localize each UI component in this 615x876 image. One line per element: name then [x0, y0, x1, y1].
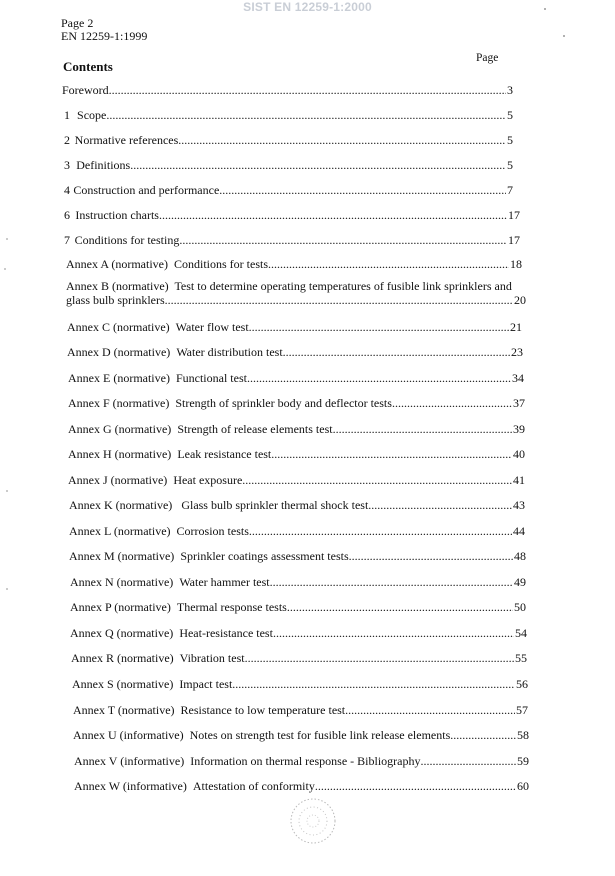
toc-annex-label: Annex G (normative) — [68, 422, 172, 436]
toc-entry-page: 5 — [507, 108, 513, 122]
scan-speck — [4, 268, 6, 270]
toc-leader-dots — [165, 293, 513, 307]
toc-entry-annex — [69, 498, 525, 512]
header-page-number: Page 2 — [61, 16, 94, 30]
faint-stamp-mark — [287, 795, 339, 847]
toc-entry-title: Thermal response tests — [176, 600, 287, 614]
toc-entry-annex — [67, 345, 523, 359]
toc-leader-dots — [249, 320, 509, 334]
toc-leader-dots — [315, 779, 516, 793]
toc-entry-title: Test to determine operating temperatures of fusible link sprinklers and — [174, 279, 512, 293]
toc-entry-page: 18 — [510, 257, 522, 271]
toc-clause-number: 2 — [64, 133, 70, 147]
toc-entry-title: Water flow test — [175, 320, 249, 334]
toc-leader-dots — [368, 498, 512, 512]
toc-entry-clause — [64, 208, 520, 222]
scan-speck — [6, 238, 8, 240]
toc-entry-title: Leak resistance test — [177, 447, 272, 461]
toc-annex-label: Annex N (normative) — [70, 575, 174, 589]
toc-entry-page: 5 — [507, 158, 513, 172]
toc-entry-clause — [64, 183, 513, 197]
toc-entry-page: 49 — [514, 575, 526, 589]
toc-clause-number: 1 — [64, 108, 70, 122]
toc-entry-annex — [69, 524, 525, 538]
toc-entry-title: Water hammer test — [179, 575, 270, 589]
toc-leader-dots — [247, 371, 511, 385]
toc-entry-title-continued: glass bulb sprinklers — [66, 293, 165, 307]
toc-leader-dots — [249, 524, 512, 538]
toc-leader-dots — [271, 447, 512, 461]
toc-entry-annex — [66, 279, 526, 307]
toc-annex-label: Annex C (normative) — [67, 320, 170, 334]
toc-entry-page: 3 — [507, 83, 513, 97]
toc-entry-annex — [72, 677, 528, 691]
contents-title: Contents — [63, 59, 113, 74]
toc-entry-page: 44 — [513, 524, 525, 538]
watermark: SIST EN 12259-1:2000 — [243, 0, 372, 14]
toc-leader-dots — [179, 233, 507, 247]
toc-leader-dots — [178, 133, 506, 147]
toc-entry-page: 20 — [514, 293, 526, 307]
toc-annex-label: Annex V (informative) — [74, 754, 185, 768]
toc-entry-annex — [68, 371, 524, 385]
toc-entry-annex — [68, 396, 525, 410]
toc-entry-annex — [69, 549, 526, 563]
toc-entry-page: 40 — [513, 447, 525, 461]
toc-entry-title: Conditions for testing — [74, 233, 180, 247]
toc-leader-dots — [242, 473, 512, 487]
toc-leader-dots — [232, 677, 515, 691]
toc-leader-dots — [109, 83, 506, 97]
toc-entry-page: 5 — [507, 133, 513, 147]
toc-annex-label: Annex R (normative) — [71, 651, 174, 665]
toc-entry-title: Water distribution test — [176, 345, 283, 359]
toc-entry-title: Notes on strength test for fusible link release elements — [189, 728, 451, 742]
toc-annex-label: Annex Q (normative) — [70, 626, 174, 640]
toc-entry-clause — [64, 158, 513, 172]
toc-entry-page: 17 — [508, 208, 520, 222]
toc-entry-title: Corrosion tests — [176, 524, 249, 538]
toc-leader-dots — [130, 158, 506, 172]
toc-annex-label: Annex W (informative) — [74, 779, 187, 793]
toc-entry-title: Normative references — [74, 133, 179, 147]
toc-entry-title: Definitions — [76, 158, 131, 172]
toc-annex-label: Annex A (normative) — [66, 257, 168, 271]
toc-annex-label: Annex T (normative) — [73, 703, 175, 717]
toc-leader-dots — [392, 396, 512, 410]
toc-entry-page: 48 — [514, 549, 526, 563]
toc-entry-title: Heat-resistance test — [179, 626, 273, 640]
toc-entry-page: 57 — [516, 703, 528, 717]
toc-entry-annex — [74, 779, 529, 793]
toc-entry-title: Strength of release elements test — [177, 422, 333, 436]
toc-entry-annex — [73, 728, 529, 742]
toc-entry-annex — [68, 473, 525, 487]
header-standard-number: EN 12259-1:1999 — [61, 29, 148, 43]
toc-entry-annex — [67, 320, 522, 334]
toc-annex-label: Annex S (normative) — [72, 677, 174, 691]
toc-entry-title: Glass bulb sprinkler thermal shock test — [181, 498, 369, 512]
toc-entry-clause — [64, 133, 513, 147]
toc-entry-title: Foreword — [62, 83, 109, 97]
toc-annex-label: Annex L (normative) — [69, 524, 171, 538]
toc-leader-dots — [159, 208, 507, 222]
toc-annex-label: Annex E (normative) — [68, 371, 170, 385]
toc-entry-annex — [66, 257, 522, 271]
toc-clause-number: 3 — [64, 158, 70, 172]
toc-annex-label: Annex U (informative) — [73, 728, 184, 742]
scan-speck — [544, 8, 546, 10]
toc-entry-title: Construction and performance — [73, 183, 220, 197]
toc-entry-title: Information on thermal response - Bibliography — [190, 754, 421, 768]
toc-entry-title: Conditions for tests — [173, 257, 268, 271]
toc-entry-annex — [70, 600, 526, 614]
toc-entry-clause — [64, 233, 520, 247]
toc-entry-title: Strength of sprinkler body and deflector tests — [175, 396, 392, 410]
toc-entry-page: 59 — [517, 754, 529, 768]
toc-entry-page: 23 — [511, 345, 523, 359]
toc-annex-label: Annex P (normative) — [70, 600, 171, 614]
toc-leader-dots — [283, 345, 510, 359]
toc-entry-page: 56 — [516, 677, 528, 691]
toc-annex-label: Annex M (normative) — [69, 549, 175, 563]
toc-entry-title: Vibration test — [179, 651, 245, 665]
toc-entry-page: 7 — [507, 183, 513, 197]
toc-entry-title: Sprinkler coatings assessment tests — [180, 549, 349, 563]
toc-entry-annex — [68, 422, 525, 436]
toc-annex-label: Annex B (normative) — [66, 279, 169, 293]
page-column-label: Page — [476, 52, 499, 64]
toc-annex-label: Annex K (normative) — [69, 498, 173, 512]
toc-entry-page: 37 — [513, 396, 525, 410]
toc-entry-title: Instruction charts — [75, 208, 159, 222]
toc-entry-annex — [71, 651, 527, 665]
toc-entry-title: Functional test — [175, 371, 247, 385]
toc-entry-clause — [64, 108, 513, 122]
toc-leader-dots — [420, 754, 516, 768]
toc-entry-title: Resistance to low temperature test — [180, 703, 346, 717]
toc-entry-page: 50 — [514, 600, 526, 614]
toc-leader-dots — [345, 703, 515, 717]
toc-entry-annex — [68, 447, 525, 461]
toc-entry-foreword — [62, 83, 513, 97]
toc-leader-dots — [270, 575, 513, 589]
toc-leader-dots — [349, 549, 513, 563]
toc-entry-page: 60 — [517, 779, 529, 793]
toc-entry-annex — [74, 754, 529, 768]
toc-annex-label: Annex F (normative) — [68, 396, 170, 410]
toc-entry-page: 41 — [513, 473, 525, 487]
toc-entry-page: 21 — [510, 320, 522, 334]
toc-entry-page: 58 — [517, 728, 529, 742]
toc-entry-annex — [70, 575, 526, 589]
toc-entry-page: 55 — [515, 651, 527, 665]
toc-entry-annex — [73, 703, 528, 717]
scan-speck — [563, 35, 565, 37]
toc-leader-dots — [287, 600, 513, 614]
toc-entry-page: 17 — [508, 233, 520, 247]
scan-speck — [6, 588, 8, 590]
toc-clause-number: 4 — [64, 183, 70, 197]
toc-leader-dots — [333, 422, 512, 436]
toc-entry-page: 54 — [515, 626, 527, 640]
toc-annex-label: Annex J (normative) — [68, 473, 168, 487]
toc-clause-number: 7 — [64, 233, 70, 247]
toc-clause-number: 6 — [64, 208, 70, 222]
toc-leader-dots — [268, 257, 509, 271]
toc-entry-page: 34 — [512, 371, 524, 385]
toc-annex-label: Annex H (normative) — [68, 447, 172, 461]
toc-leader-dots — [219, 183, 506, 197]
toc-leader-dots — [273, 626, 514, 640]
toc-leader-dots — [106, 108, 506, 122]
toc-entry-title: Attestation of conformity — [192, 779, 315, 793]
toc-entry-page: 39 — [513, 422, 525, 436]
toc-entry-title: Heat exposure — [173, 473, 243, 487]
toc-annex-label: Annex D (normative) — [67, 345, 171, 359]
toc-entry-annex — [70, 626, 527, 640]
toc-leader-dots — [450, 728, 516, 742]
toc-entry-page: 43 — [513, 498, 525, 512]
scan-speck — [6, 490, 8, 492]
toc-leader-dots — [245, 651, 514, 665]
toc-entry-title: Impact test — [179, 677, 233, 691]
toc-entry-title: Scope — [77, 108, 107, 122]
